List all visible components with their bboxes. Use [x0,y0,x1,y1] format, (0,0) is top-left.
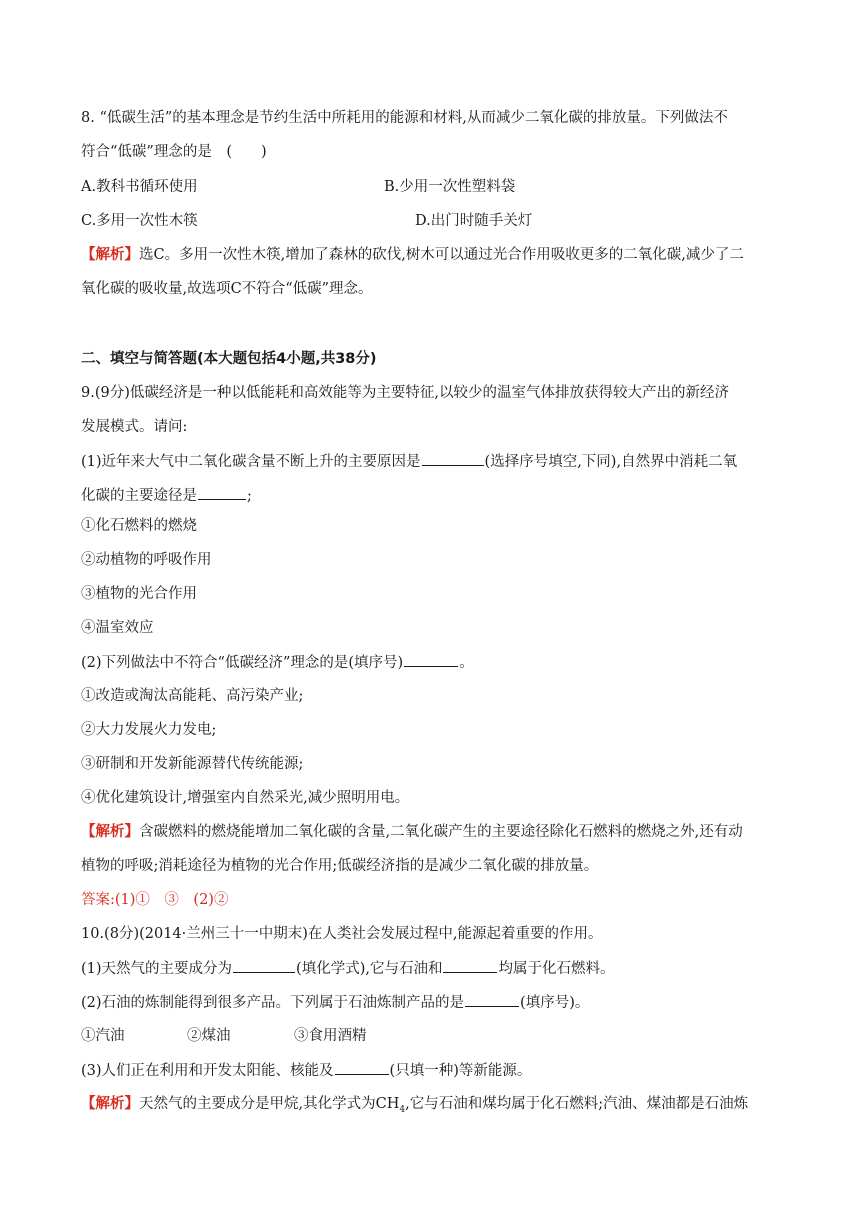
q9-list1-item: ②动植物的呼吸作用 [81,552,212,568]
q10-part3-text-a: (3)人们正在利用和开发太阳能、核能及 [81,1063,334,1079]
q10-part2-text-a: (2)石油的炼制能得到很多产品。下列属于石油炼制产品的是 [81,995,465,1011]
q8-option-c: C.多用一次性木筷 [81,213,198,229]
q9-part1-line1 [81,451,737,472]
q9-list2-item: ③研制和开发新能源替代传统能源; [81,756,304,772]
q8-analysis-line1 [81,245,744,265]
q9-part1-text-a: (1)近年来大气中二氧化碳含量不断上升的主要原因是 [81,454,421,470]
q9-analysis-text: 含碳燃料的燃烧能增加二氧化碳的含量,二氧化碳产生的主要途径除化石燃料的燃烧之外,还有动 [139,824,743,840]
q9-list1-item: ④温室效应 [81,620,154,636]
q9-part2-text-a: (2)下列做法中不符合“低碳经济”理念的是(填序号) [81,655,404,671]
subscript: 4 [399,1104,406,1115]
answer-blank[interactable] [465,992,519,1007]
analysis-tag: 【解析】 [81,1095,139,1112]
q10-part3-text-b: (只填一种)等新能源。 [389,1063,532,1079]
q9-part1-text-b: (选择序号填空,下同),自然界中消耗二氧 [484,454,738,470]
section-title: 二、填空与简答题(本大题包括4小题,共38分) [81,351,377,367]
q10-opt-item: ①汽油 [81,1028,125,1044]
q10-stem: 10.(8分)(2014·兰州三十一中期末)在人类社会发展过程中,能源起着重要的作用。 [81,926,603,942]
q9-part1-text-c: 化碳的主要途径是 [81,488,197,504]
answer-blank[interactable] [404,652,458,667]
q10-part2-line [81,992,589,1013]
q9-part2-text-b: 。 [459,655,474,671]
q9-list2-item: ①改造或淘汰高能耗、高污染产业; [81,688,304,704]
q9-analysis-line1 [81,822,743,842]
q9-part1-text-d: ; [247,488,252,504]
q9-stem-line1: 9.(9分)低碳经济是一种以低能耗和高效能等为主要特征,以较少的温室气体排放获得较大产出的新经济 [81,385,729,401]
answer-blank[interactable] [422,451,484,466]
q10-analysis-line [81,1094,748,1120]
q10-opt-item: ②煤油 [187,1028,231,1044]
q9-stem-line2: 发展模式。请问: [81,419,188,435]
q8-option-b: B.少用一次性塑料袋 [384,179,516,195]
q9-analysis-line2: 植物的呼吸;消耗途径为植物的光合作用;低碳经济指的是减少二氧化碳的排放量。 [81,858,599,874]
q9-part2-line [81,652,474,673]
answer-blank[interactable] [233,958,295,973]
q9-list2-item: ④优化建筑设计,增强室内自然采光,减少照明用电。 [81,790,410,806]
analysis-tag: 【解析】 [81,823,139,840]
q9-list1-item: ③植物的光合作用 [81,586,197,602]
q9-part1-line2 [81,485,252,506]
q8-option-d: D.出门时随手关灯 [415,213,533,229]
q8-stem-line2: 符合“低碳”理念的是 ( ) [81,144,267,160]
q10-part2-text-b: (填序号)。 [520,995,590,1011]
q10-part1-text-a: (1)天然气的主要成分为 [81,961,233,977]
q10-analysis-text-a: 天然气的主要成分是甲烷,其化学式为CH [139,1096,400,1112]
q9-list1-item: ①化石燃料的燃烧 [81,518,197,534]
analysis-tag: 【解析】 [81,246,139,263]
answer-blank[interactable] [198,485,246,500]
q10-opt-item: ③食用酒精 [294,1028,367,1044]
q8-analysis-line2: 氧化碳的吸收量,故选项C不符合“低碳”理念。 [81,281,373,297]
q10-part1-line [81,958,614,979]
q10-part3-line [81,1060,531,1081]
answer-blank[interactable] [443,958,497,973]
q8-analysis-text: 选C。多用一次性木筷,增加了森林的砍伐,树木可以通过光合作用吸收更多的二氧化碳,减少了二 [139,247,744,263]
q9-answer: 答案:(1)① ③ (2)② [81,892,229,908]
q8-option-a: A.教科书循环使用 [81,179,198,195]
q10-part1-text-c: 均属于化石燃料。 [498,961,615,977]
q10-analysis-text-b: ,它与石油和煤均属于化石燃料;汽油、煤油都是石油炼 [405,1096,749,1112]
q9-list2-item: ②大力发展火力发电; [81,722,217,738]
answer-blank[interactable] [335,1060,389,1075]
q8-stem-line1: 8. “低碳生活”的基本理念是节约生活中所耗用的能源和材料,从而减少二氧化碳的排放量。下列做法不 [81,110,728,126]
q10-part1-text-b: (填化学式),它与石油和 [296,961,443,977]
